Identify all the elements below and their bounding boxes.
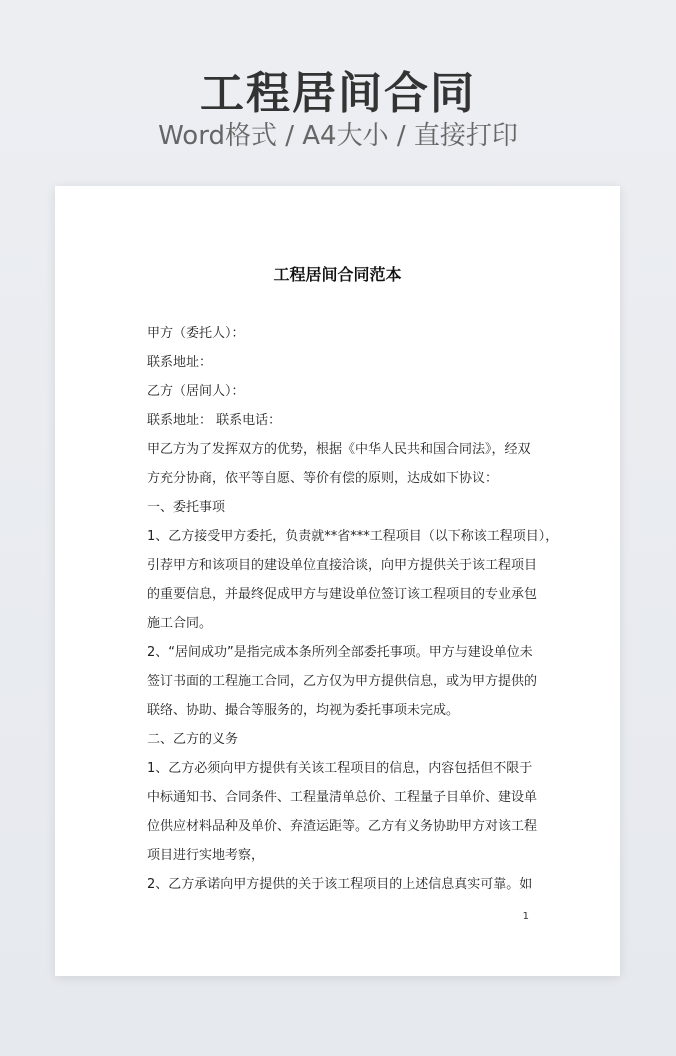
document-line: 引荐甲方和该项目的建设单位直接洽谈，向甲方提供关于该工程项目 <box>147 558 538 573</box>
document-line: 施工合同。 <box>147 616 213 631</box>
document-line: 联络、协助、撮合等服务的，均视为委托事项未完成。 <box>147 703 460 718</box>
document-line: 甲乙方为了发挥双方的优势，根据《中华人民共和国合同法》，经双 <box>147 442 531 457</box>
document-line: 联系地址： 联系电话： <box>147 413 282 428</box>
document-title: 工程居间合同范本 <box>273 265 402 284</box>
document-body <box>147 319 559 899</box>
document-line: 的重要信息，并最终促成甲方与建设单位签订该工程项目的专业承包 <box>147 587 538 602</box>
document-line: 1、乙方必须向甲方提供有关该工程项目的信息，内容包括但不限于 <box>147 761 533 776</box>
document-line: 甲方（委托人）： <box>147 326 245 341</box>
document-line: 联系地址： <box>147 355 213 370</box>
page-subtitle: Word格式 / A4大小 / 直接打印 <box>158 121 518 151</box>
document-page <box>55 186 620 976</box>
document-line: 项目进行实地考察， <box>147 848 265 863</box>
page-number: 1 <box>522 911 529 922</box>
section-heading: 二、乙方的义务 <box>147 732 239 747</box>
document-line: 签订书面的工程施工合同，乙方仅为甲方提供信息，或为甲方提供的 <box>147 674 538 689</box>
document-line: 2、“居间成功”是指完成本条所列全部委托事项。甲方与建设单位未 <box>147 645 533 660</box>
document-line: 乙方（居间人）： <box>147 384 245 399</box>
document-line: 方充分协商，依平等自愿、等价有偿的原则，达成如下协议： <box>147 471 499 486</box>
document-line: 2、乙方承诺向甲方提供的关于该工程项目的上述信息真实可靠。如 <box>147 877 533 892</box>
document-line: 位供应材料品种及单价、弃渣运距等。乙方有义务协助甲方对该工程 <box>147 819 538 834</box>
document-line: 中标通知书、合同条件、工程量清单总价、工程量子目单价、建设单 <box>147 790 538 805</box>
page-title: 工程居间合同 <box>200 68 476 119</box>
section-heading: 一、委托事项 <box>147 500 226 515</box>
document-line: 1、乙方接受甲方委托，负责就**省***工程项目（以下称该工程项目）， <box>147 529 559 544</box>
